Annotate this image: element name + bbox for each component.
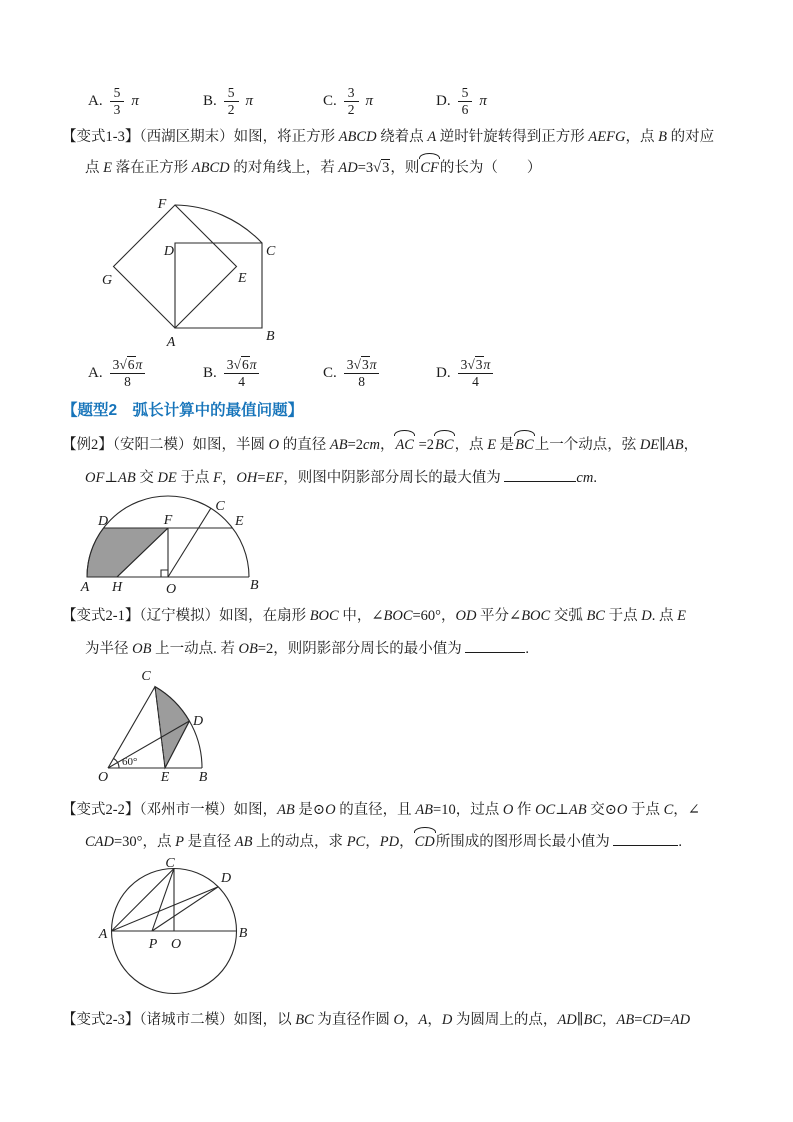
option-suffix	[479, 93, 487, 110]
fraction-numerator	[459, 85, 472, 101]
angle-value-label: 60°	[122, 756, 138, 768]
text: =2	[414, 437, 435, 453]
option-suffix	[131, 93, 139, 110]
math-text: AB	[234, 834, 253, 850]
math-text: BOC	[383, 608, 413, 624]
fraction-denominator: 4	[458, 373, 494, 390]
math-text: F	[213, 470, 222, 486]
math-text: AB	[568, 802, 587, 818]
text: 【变式2-1】（辽宁模拟）如图，在扇形	[62, 608, 310, 624]
text: 为圆周上的点，	[452, 1012, 558, 1028]
point-label-c: C	[266, 244, 276, 259]
text: 于点	[627, 802, 664, 818]
point-label-e: E	[235, 514, 244, 529]
math-text: AD	[557, 1012, 577, 1028]
text: 3	[460, 356, 468, 372]
text: .	[678, 834, 682, 850]
option-b	[203, 352, 259, 394]
math-text: ABCD	[191, 160, 230, 176]
math-text: BC	[583, 1012, 603, 1028]
text: ∥	[659, 437, 666, 453]
fraction-denominator: 8	[344, 373, 380, 390]
text: 的长为（ ）	[439, 160, 542, 176]
math-text: cm	[363, 437, 380, 453]
math-text: π	[365, 92, 374, 109]
fraction-denominator: 3	[110, 101, 125, 118]
text: 【例2】（安阳二模）如图，半圆	[62, 437, 269, 453]
text: 5	[227, 84, 235, 100]
text: =	[662, 1012, 671, 1028]
figure-rotated-squares	[88, 190, 318, 352]
math-text: DE	[157, 470, 177, 486]
example-2-line-1	[62, 434, 698, 456]
option-label: C.	[323, 364, 337, 381]
answer-blank	[465, 638, 525, 653]
problem-2-2-line-2	[85, 831, 682, 853]
math-text: EF	[265, 470, 284, 486]
point-label-o: O	[97, 770, 109, 785]
math-text: π	[479, 92, 487, 109]
math-text: π	[135, 356, 143, 372]
text: ∥	[576, 1012, 584, 1028]
text: . 点	[651, 608, 678, 624]
text: 上一动点. 若	[151, 641, 239, 657]
point-label-c: C	[215, 499, 225, 514]
right-angle-mark	[161, 570, 168, 577]
answer-options-row-1	[0, 80, 793, 122]
problem-2-2-line-1	[62, 799, 700, 821]
option-b	[203, 80, 253, 122]
text: 3	[226, 356, 234, 372]
math-text: AB	[415, 802, 434, 818]
text: ，则	[390, 160, 420, 176]
math-text: AB	[117, 470, 136, 486]
problem-2-1-line-2	[85, 638, 529, 660]
text: 所围成的图形周长最小值为	[435, 834, 614, 850]
math-text: O	[325, 802, 336, 818]
point-label-a: A	[166, 335, 176, 350]
fraction-numerator	[110, 357, 146, 373]
text: =	[634, 1012, 643, 1028]
option-suffix	[366, 93, 374, 110]
math-text: B	[658, 129, 667, 145]
point-label-e: E	[160, 770, 170, 785]
text: 【变式1-3】（西湖区期末）如图，将正方形	[62, 129, 339, 145]
math-text: DE	[639, 437, 660, 453]
math-text: E	[677, 608, 686, 624]
segment-oc	[168, 508, 211, 577]
fraction-numerator	[458, 357, 494, 373]
text: =30°，点	[114, 834, 176, 850]
arc-cf	[175, 205, 262, 243]
sqrt-expression: √3	[467, 356, 483, 372]
math-text: AD	[338, 160, 358, 176]
text: =	[257, 470, 266, 486]
sqrt-expression: √6	[233, 356, 249, 372]
point-label-e: E	[238, 271, 247, 286]
point-label-d: D	[97, 514, 109, 529]
point-label-h: H	[111, 580, 123, 595]
figure-semicircle	[78, 492, 273, 600]
math-text: AB	[665, 437, 684, 453]
text: 是	[496, 437, 515, 453]
math-text: π	[131, 92, 139, 109]
math-text: BOC	[521, 608, 551, 624]
fraction-numerator	[225, 85, 238, 101]
math-text: E	[487, 437, 497, 453]
math-text: OD	[455, 608, 477, 624]
text: ，∠	[673, 802, 700, 818]
sqrt-expression: √3	[373, 160, 390, 176]
text: 上的动点，求	[252, 834, 347, 850]
text: ，	[683, 437, 699, 453]
figure-circle-chords	[95, 856, 260, 1003]
fraction	[344, 85, 359, 118]
problem-1-3-line-2	[85, 157, 541, 179]
segment-ac	[112, 869, 175, 932]
point-label-c: C	[141, 669, 151, 684]
text: 【变式2-3】（诸城市二模）如图，以	[62, 1012, 296, 1028]
segment-pd	[152, 887, 218, 931]
fraction	[344, 357, 380, 390]
point-label-b: B	[198, 770, 208, 785]
text: 平分∠	[476, 608, 522, 624]
math-text: CD	[642, 1012, 663, 1028]
option-c	[323, 352, 379, 394]
text: 交⊙	[586, 802, 617, 818]
math-text: π	[483, 356, 491, 372]
point-label-f: F	[163, 513, 173, 528]
text: ⊥	[104, 470, 118, 486]
math-text: OB	[132, 641, 152, 657]
math-text: AB	[329, 437, 348, 453]
answer-options-row-2	[0, 352, 793, 394]
fraction	[224, 357, 260, 390]
point-label-o: O	[170, 937, 182, 952]
text: =3	[357, 160, 374, 176]
fraction-numerator	[224, 357, 260, 373]
text: 于点	[176, 470, 214, 486]
point-label-f: F	[157, 197, 167, 212]
text: ，	[403, 1012, 419, 1028]
fraction-denominator: 8	[110, 373, 146, 390]
arc-notation: CF	[419, 157, 440, 179]
text: =10，过点	[433, 802, 503, 818]
math-text: O	[616, 802, 628, 818]
arc-notation: CD	[414, 831, 436, 853]
text: ，	[365, 834, 380, 850]
problem-2-1-line-1	[62, 605, 686, 627]
text: 交	[135, 470, 158, 486]
math-text: PD	[379, 834, 400, 850]
text: =2	[347, 437, 364, 453]
text: 绕着点	[376, 129, 428, 145]
math-text: AB	[616, 1012, 635, 1028]
math-text: OF	[85, 470, 105, 486]
text: ，点	[625, 129, 659, 145]
text: 于点	[604, 608, 642, 624]
math-text: ABCD	[338, 129, 377, 145]
fraction-denominator: 4	[224, 373, 260, 390]
math-text: π	[245, 92, 254, 109]
text: 5	[113, 84, 121, 100]
arc-notation: BC	[514, 434, 535, 456]
text: 作	[513, 802, 536, 818]
math-text: CAD	[85, 834, 114, 850]
point-label-d: D	[220, 871, 232, 886]
text: 为直径作圆	[313, 1012, 394, 1028]
figure-sector	[88, 664, 228, 791]
fraction-denominator: 6	[458, 101, 473, 118]
text: 5	[461, 84, 469, 100]
fraction-numerator	[344, 357, 380, 373]
text: 逆时针旋转得到正方形	[436, 129, 589, 145]
math-text: AB	[277, 802, 295, 818]
text: 3	[347, 84, 355, 100]
option-label: C.	[323, 92, 337, 109]
math-text: OC	[535, 802, 556, 818]
math-text: A	[418, 1012, 428, 1028]
text: 点	[85, 160, 104, 176]
text: 上一个动点，弦	[534, 437, 640, 453]
point-label-o: O	[165, 582, 177, 597]
option-suffix	[246, 93, 254, 110]
point-label-c: C	[165, 856, 175, 871]
text: =60°，	[412, 608, 456, 624]
math-text: O	[393, 1012, 404, 1028]
math-text: O	[502, 802, 514, 818]
math-text: π	[249, 356, 257, 372]
math-text: π	[369, 356, 377, 372]
text: 3	[346, 356, 354, 372]
arc-notation: AC	[394, 434, 415, 456]
math-text: PC	[346, 834, 366, 850]
segment-pc	[152, 869, 174, 932]
text: 为半径	[85, 641, 133, 657]
option-a	[88, 80, 139, 122]
option-label: A.	[88, 92, 103, 109]
fraction	[110, 357, 146, 390]
point-label-a: A	[98, 927, 108, 942]
text: ，	[602, 1012, 617, 1028]
sqrt-expression: √3	[353, 356, 369, 372]
math-text: P	[175, 834, 184, 850]
arc-notation: BC	[434, 434, 455, 456]
option-label: B.	[203, 92, 217, 109]
sqrt-expression: √6	[119, 356, 135, 372]
option-c	[323, 80, 373, 122]
topic-heading: 【题型2 弧长计算中的最值问题】	[62, 402, 304, 419]
fraction	[224, 85, 239, 118]
answer-blank	[504, 467, 576, 482]
example-2-line-2	[85, 467, 597, 489]
math-text: OH	[236, 470, 258, 486]
option-d	[436, 80, 487, 122]
math-text: OB	[238, 641, 258, 657]
text: ，	[379, 437, 395, 453]
math-text: BC	[295, 1012, 314, 1028]
text: .	[525, 641, 529, 657]
option-label: D.	[436, 364, 451, 381]
text: 交弧	[550, 608, 587, 624]
text: 的直径，且	[335, 802, 416, 818]
text: 是⊙	[294, 802, 326, 818]
text: ，	[399, 834, 414, 850]
text: 的对角线上，若	[229, 160, 339, 176]
problem-2-3-line-1	[62, 1009, 690, 1031]
math-text: E	[103, 160, 112, 176]
fraction-denominator: 2	[224, 101, 239, 118]
math-text: A	[427, 129, 437, 145]
point-label-b: B	[250, 578, 259, 593]
math-text: O	[268, 437, 280, 453]
math-text: AD	[670, 1012, 691, 1028]
text: 落在正方形	[111, 160, 192, 176]
text: =2，则阴影部分周长的最小值为	[257, 641, 466, 657]
text: .	[593, 470, 597, 486]
math-text: C	[663, 802, 674, 818]
math-text: BC	[586, 608, 605, 624]
text: ⊥	[555, 802, 569, 818]
point-label-b: B	[266, 329, 275, 344]
point-label-p: P	[148, 937, 158, 952]
fraction	[110, 85, 125, 118]
text: 中，∠	[338, 608, 384, 624]
point-label-d: D	[163, 244, 174, 259]
text: ，则图中阴影部分周长的最大值为	[283, 470, 505, 486]
option-label: D.	[436, 92, 451, 109]
text: 是直径	[183, 834, 235, 850]
point-label-a: A	[80, 580, 90, 595]
text: 的对应	[666, 129, 715, 145]
math-text: D	[641, 608, 652, 624]
fraction	[458, 85, 473, 118]
answer-blank	[613, 831, 678, 846]
text: ，	[221, 470, 237, 486]
point-label-g: G	[102, 273, 113, 288]
fraction-numerator	[345, 85, 358, 101]
text: 的直径	[279, 437, 330, 453]
text: ，点	[454, 437, 488, 453]
math-text: cm	[576, 470, 594, 486]
math-text: AEFG	[588, 129, 626, 145]
text: ，	[427, 1012, 442, 1028]
text: 3	[112, 356, 120, 372]
fraction	[458, 357, 494, 390]
option-label: A.	[88, 364, 103, 381]
math-text: D	[441, 1012, 453, 1028]
point-label-d: D	[193, 714, 204, 729]
fraction-denominator: 2	[344, 101, 359, 118]
text: 【变式2-2】（邓州市一模）如图，	[62, 802, 278, 818]
point-label-b: B	[238, 926, 248, 941]
option-d	[436, 352, 493, 394]
fraction-numerator	[111, 85, 124, 101]
math-text: BOC	[309, 608, 339, 624]
option-a	[88, 352, 145, 394]
option-label: B.	[203, 364, 217, 381]
problem-1-3-line-1	[62, 126, 714, 148]
